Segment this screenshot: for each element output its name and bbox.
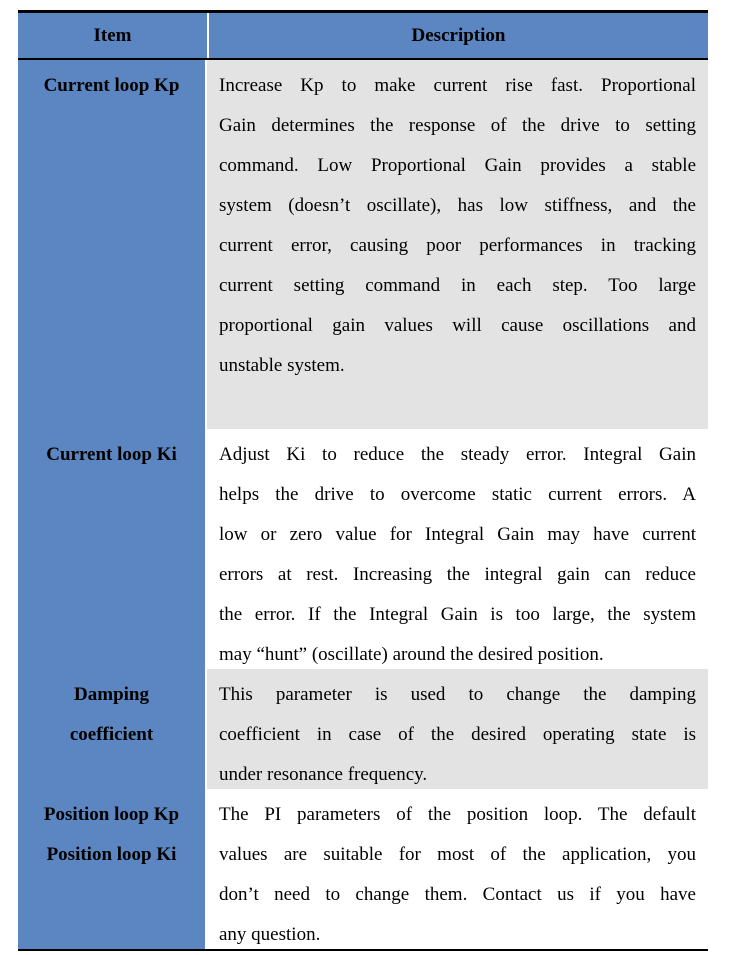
description-line: helps the drive to overcome static current errors. A [219, 484, 696, 505]
table-row [18, 669, 708, 789]
table-row [18, 789, 708, 949]
description-line: any question. [219, 924, 321, 945]
item-label: Damping [74, 684, 149, 705]
description-line: may “hunt” (oscillate) around the desired position. [219, 644, 604, 665]
description-line: low or zero value for Integral Gain may have current [219, 524, 696, 545]
table-row [18, 429, 708, 669]
description-line: command. Low Proportional Gain provides a stable [219, 155, 696, 176]
row-item-cell [18, 60, 207, 429]
row-item-cell [18, 429, 207, 669]
parameter-table [18, 10, 708, 951]
description-line: Gain determines the response of the drive to setting [219, 115, 696, 136]
description-line: under resonance frequency. [219, 764, 428, 785]
description-line: unstable system. [219, 355, 345, 376]
description-line: Increase Kp to make current rise fast. Proportional [219, 75, 696, 96]
row-description-cell [207, 60, 708, 429]
header-item: Item [18, 13, 209, 58]
description-line: coefficient in case of the desired operating state is [219, 724, 696, 745]
description-line: values are suitable for most of the application, you [219, 844, 696, 865]
description-line: the error. If the Integral Gain is too large, the system [219, 604, 696, 625]
table-row [18, 60, 708, 429]
item-label: Position loop Kp [43, 804, 180, 825]
description-line: errors at rest. Increasing the integral gain can reduce [219, 564, 696, 585]
item-label: coefficient [69, 724, 154, 745]
row-item-cell [18, 669, 207, 789]
description-line: proportional gain values will cause oscillations and [219, 315, 696, 336]
item-label: Current loop Kp [43, 75, 180, 96]
row-description-cell [207, 669, 708, 789]
row-description-cell [207, 429, 708, 669]
description-line: Adjust Ki to reduce the steady error. Integral Gain [219, 444, 696, 465]
description-line: current setting command in each step. Too large [219, 275, 696, 296]
row-item-cell [18, 789, 207, 949]
item-label: Position loop Ki [46, 844, 177, 865]
description-line: don’t need to change them. Contact us if you have [219, 884, 696, 905]
item-label: Current loop Ki [46, 444, 177, 465]
description-line: system (doesn’t oscillate), has low stiffness, and the [219, 195, 696, 216]
description-line: The PI parameters of the position loop. The default [219, 804, 696, 825]
table-header-row [18, 13, 708, 60]
row-description-cell [207, 789, 708, 949]
description-line: This parameter is used to change the damping [219, 684, 696, 705]
header-description: Description [209, 13, 708, 58]
description-line: current error, causing poor performances in tracking [219, 235, 696, 256]
